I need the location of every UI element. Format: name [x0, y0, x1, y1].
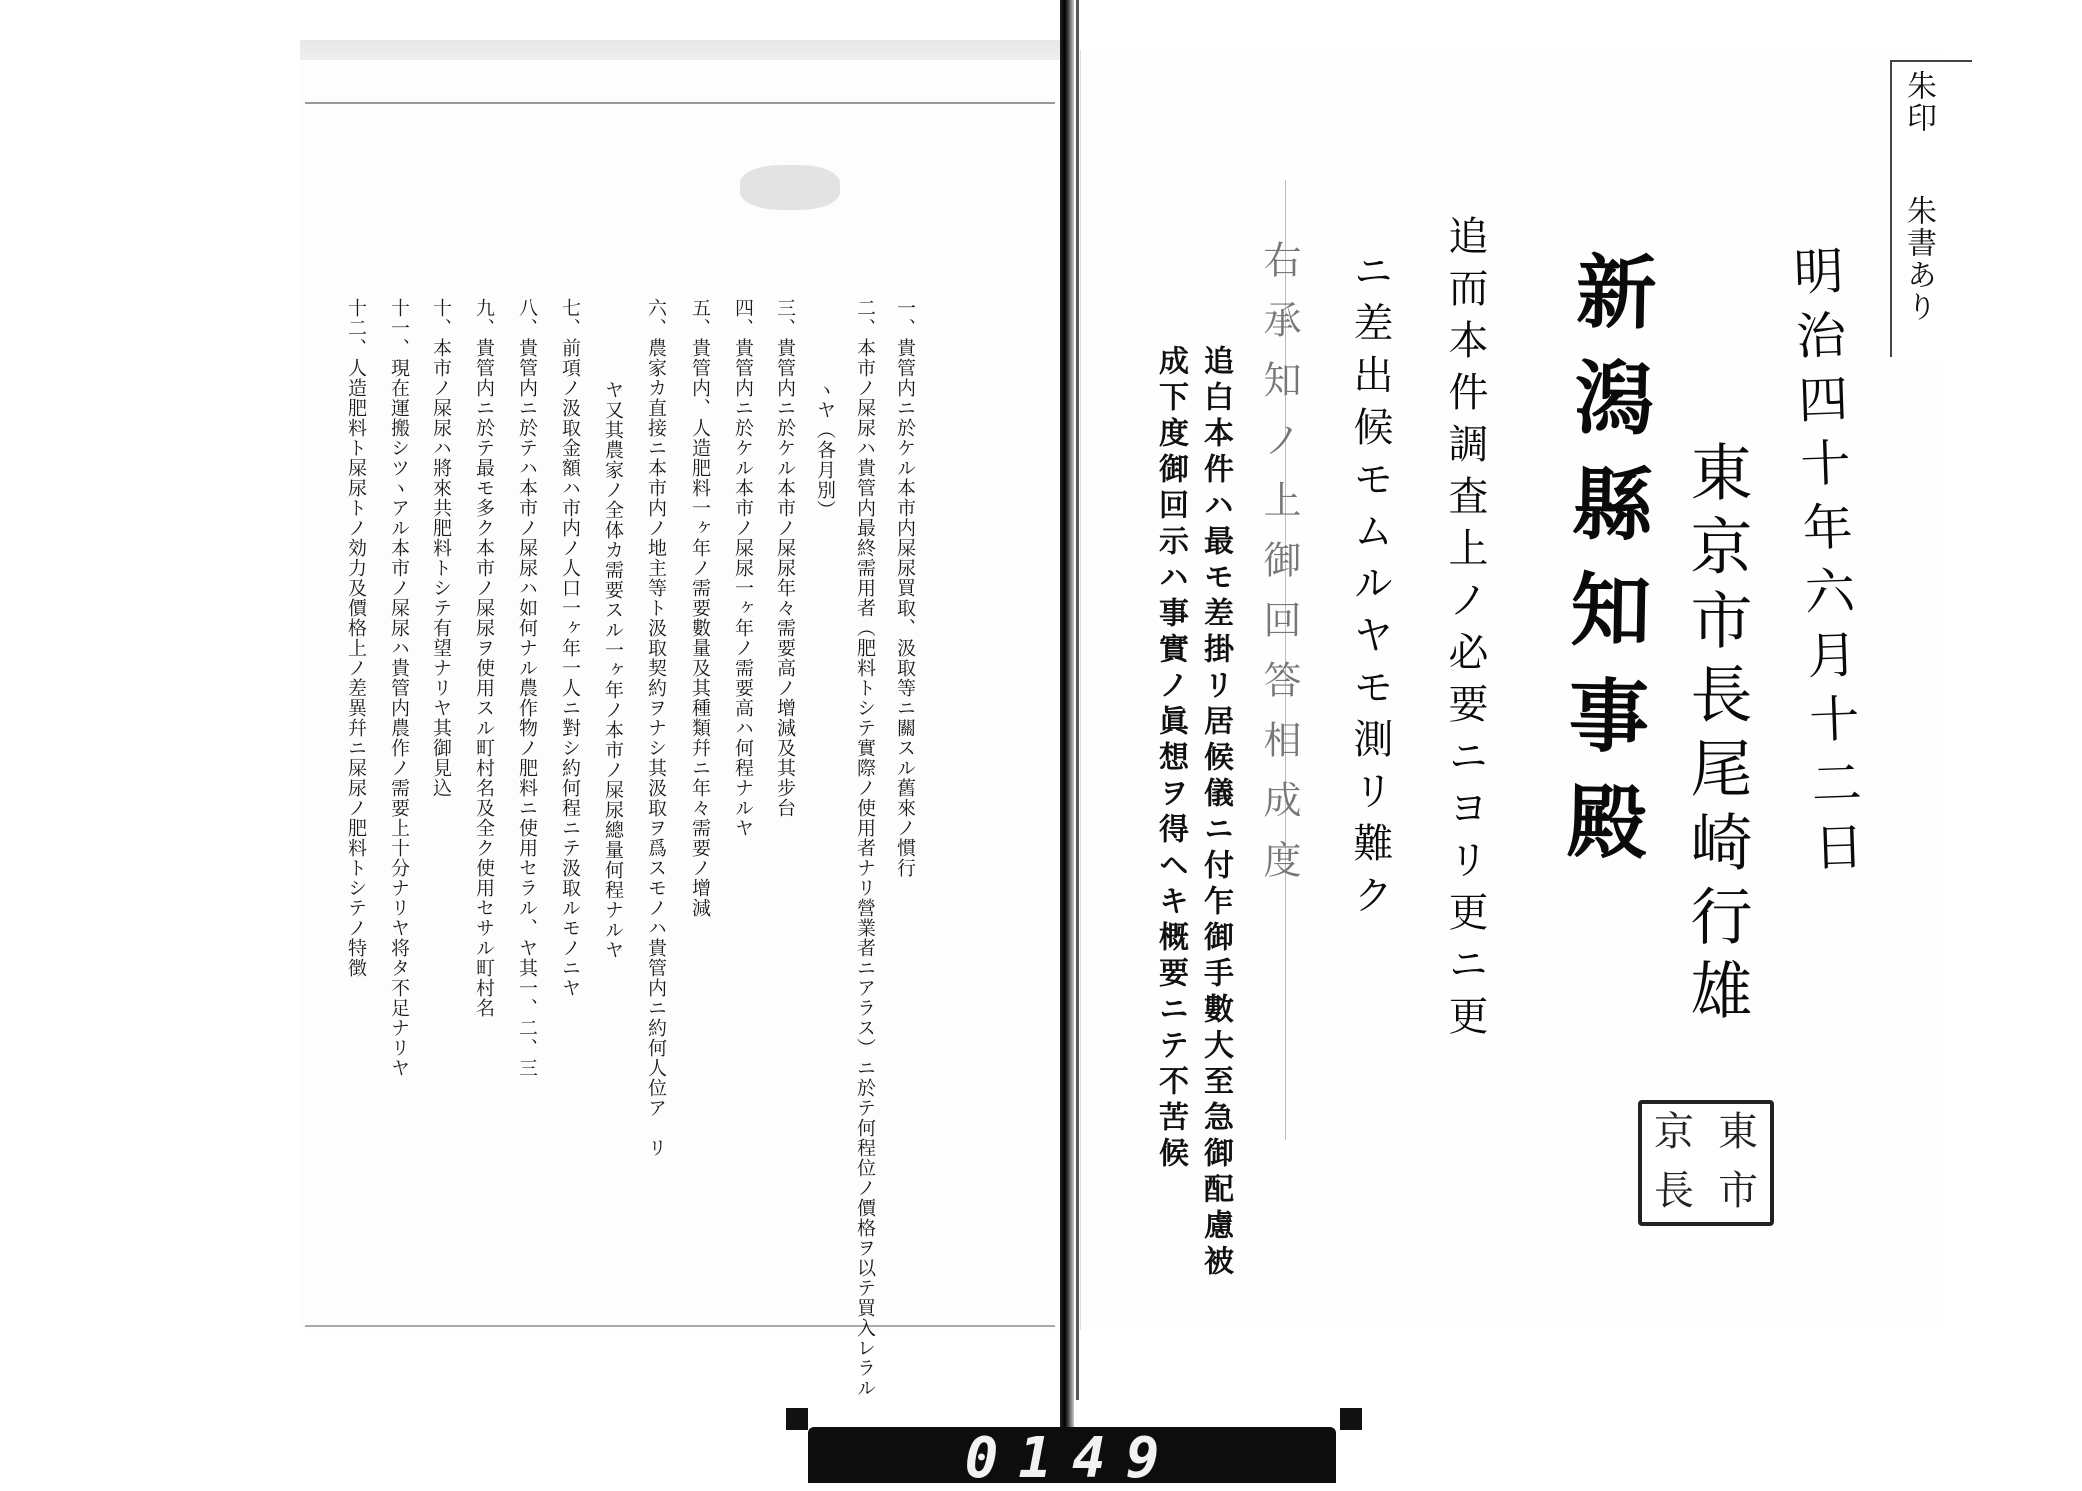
- seal-char: 京: [1654, 1109, 1694, 1155]
- marker-vermilion-seal: 朱印: [1902, 70, 1935, 134]
- item-7: 七、前項ノ汲取金額ハ市内ノ人口一ヶ年一人ニ對シ約何程ニテ汲取ルモノニヤ: [559, 298, 581, 998]
- item-10: 十、本市ノ屎尿ハ將來共肥料トシテ有望ナリヤ其御見込: [430, 298, 452, 798]
- left-page-bottom-rule: [305, 1325, 1055, 1327]
- handwritten-date: 明治四十年六月十二日: [1784, 244, 1866, 886]
- item-3: 三、貴管内ニ於ケル本市ノ屎尿年々需要高ノ增減及其步台: [774, 298, 796, 818]
- binding-edge: [1076, 0, 1079, 1400]
- binding-spine: [1060, 0, 1074, 1483]
- frame-counter: [808, 1426, 1336, 1491]
- item-6-continued: ヤ又其農家ノ全体カ需要スル一ヶ年ノ本市ノ屎尿總量何程ナルヤ: [602, 380, 624, 960]
- handwritten-note-line-1: 追而本件調査上ノ必要ニヨリ更ニ更: [1442, 215, 1488, 1047]
- left-page-top-rule: [305, 102, 1055, 104]
- postscript-line-2: 成下度御回示ハ事實ノ眞想ヲ得ヘキ概要ニテ不苦候: [1153, 345, 1188, 1173]
- seal-char: 長: [1654, 1168, 1694, 1214]
- item-2-continued: ヽヤ（各月別）: [814, 380, 836, 520]
- film-sprocket-hole: [786, 1408, 808, 1430]
- item-2: 二、本市ノ屎尿ハ貴管内最終需用者（肥料トシテ實際ノ使用者ナリ營業者ニアラス）ニ於テ何程位ノ價格ヲ以テ買入レラル: [854, 298, 876, 1398]
- handwritten-note-line-2: ニ差出候モムルヤモ測リ難ク: [1347, 250, 1393, 926]
- item-5: 五、貴管内、人造肥料一ヶ年ノ需要數量及其種類幷ニ年々需要ノ增減: [689, 298, 711, 918]
- left-page: [300, 60, 1060, 1330]
- item-4: 四、貴管内ニ於ケル本市ノ屎尿一ヶ年ノ需要高ハ何程ナルヤ: [732, 298, 754, 838]
- marker-vermilion-writing: 朱書あり: [1902, 195, 1935, 323]
- item-9: 九、貴管内ニ於テ最モ多ク本市ノ屎尿ヲ使用スル町村名及全ク使用セサル町村名: [473, 298, 495, 1018]
- frame-number: 0149: [964, 1426, 1180, 1491]
- handwritten-sender: 東京市長尾崎行雄: [1680, 440, 1753, 1032]
- postscript-line-1: 追白本件ハ最モ差掛リ居候儀ニ付乍御手數大至急御配慮被: [1198, 345, 1233, 1281]
- item-12: 十二、人造肥料ト屎尿トノ効力及價格上ノ差異幷ニ屎尿ノ肥料トシテノ特徴: [345, 298, 367, 978]
- item-8: 八、貴管内ニ於テハ本市ノ屎尿ハ如何ナル農作物ノ肥料ニ使用セラル、ヤ其一、二、三: [516, 298, 538, 1078]
- handwritten-note-line-3: 右承知ノ上御回答相成度: [1257, 240, 1301, 900]
- item-11: 十一、現在運搬シツヽアル本市ノ屎尿ハ貴管内農作ノ需要上十分ナリヤ将タ不足ナリヤ: [388, 298, 410, 1078]
- mayor-seal-stamp: [1638, 1100, 1774, 1226]
- scan-smudge: [740, 165, 840, 210]
- item-1: 一、貴管内ニ於ケル本市内屎尿買取、汲取等ニ關スル舊來ノ慣行: [894, 298, 916, 878]
- handwritten-addressee: 新潟縣知事殿: [1552, 249, 1658, 887]
- item-6: 六、農家カ直接ニ本市内ノ地主等ト汲取契約ヲナシ其汲取ヲ爲スモノハ貴管内ニ約何人位ア リ: [645, 298, 667, 1158]
- seal-char: 市: [1718, 1168, 1758, 1214]
- seal-char: 東: [1718, 1109, 1758, 1155]
- film-sprocket-hole: [1340, 1408, 1362, 1430]
